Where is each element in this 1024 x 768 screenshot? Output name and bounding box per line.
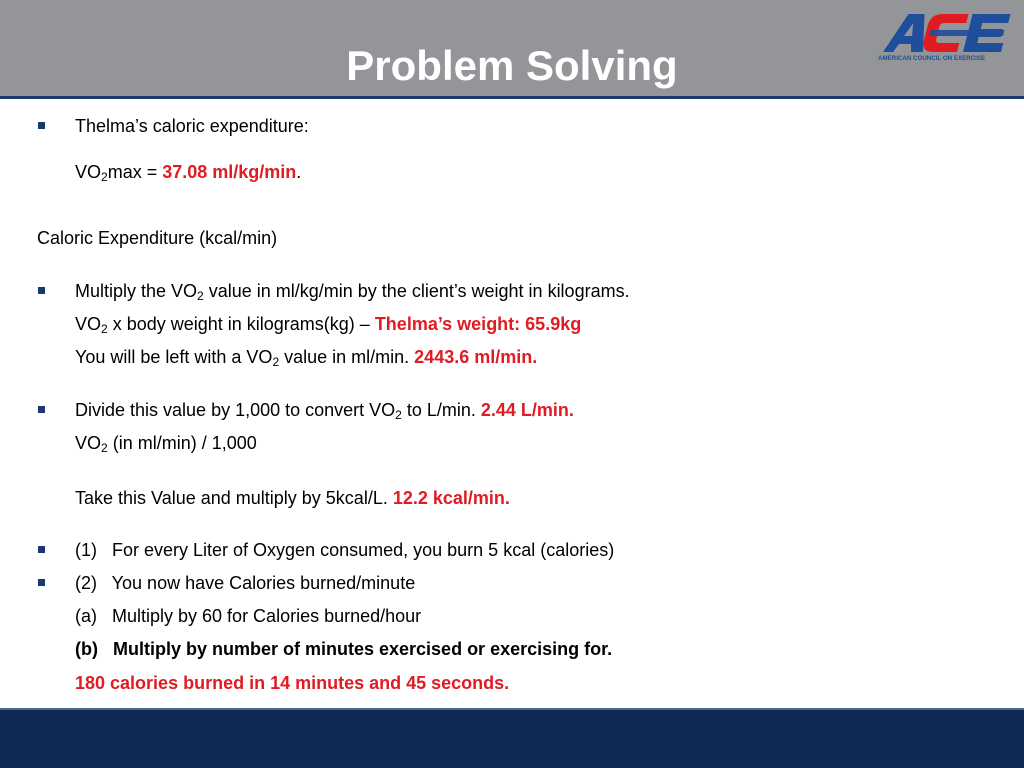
text-vo2max: $VO_2\max = 37.08$ ml/kg/min. <box>75 162 302 184</box>
bullet-marker <box>38 406 45 413</box>
bullet-marker <box>38 546 45 553</box>
text-thelma-caloric: Thelma’s caloric expenditure: <box>75 116 309 136</box>
text-divide-1000: Divide this value by 1,000 to convert $VO_2$ to L/min. 2.44 L/min. <box>75 400 574 422</box>
slide-title: Problem Solving <box>346 42 678 89</box>
text-step-1: (1) For every Liter of Oxygen consumed, you burn 5 kcal (calories) <box>75 540 615 560</box>
logo-tagline: AMERICAN COUNCIL ON EXERCISE <box>878 55 986 62</box>
heading-caloric-expenditure: Caloric Expenditure (kcal/min) <box>37 228 278 248</box>
title-divider <box>0 96 1024 99</box>
text-vo2-divided: $VO_2$ (in ml/min) / 1,000 <box>75 433 257 455</box>
highlight-ml-per-min: 2443.6 ml/min. <box>414 347 538 367</box>
highlight-weight: Thelma’s weight: 65.9kg <box>374 314 582 334</box>
text-ml-per-min: You will be left with a $VO_2$ value in ml/min. 2443.6 ml/min. <box>75 347 538 369</box>
highlight-kcal-per-min: 12.2 kcal/min. <box>392 488 510 508</box>
highlight-vo2max-value: 37.08 ml/kg/min <box>162 162 297 182</box>
bullet-marker <box>38 122 45 129</box>
ace-logo <box>872 8 1016 62</box>
bullet-marker <box>38 287 45 294</box>
text-step-2b: (b) Multiply by number of minutes exercised or exercising for. <box>75 639 613 659</box>
footer-bar <box>0 708 1024 768</box>
highlight-l-per-min: 2.44 L/min. <box>480 400 574 420</box>
text-multiply-vo2: Multiply the $VO_2$ value in ml/kg/min by the client’s weight in kilograms. <box>75 281 630 303</box>
text-body-weight: $VO_2$ x body weight in kilograms(kg) – Thelma’s weight: 65.9kg <box>75 314 582 336</box>
text-step-2: (2) You now have Calories burned/minute <box>75 573 416 593</box>
bullet-marker <box>38 579 45 586</box>
text-step-2a: (a) Multiply by 60 for Calories burned/hour <box>75 606 422 626</box>
text-result: 180 calories burned in 14 minutes and 45 seconds. <box>75 673 510 693</box>
text-multiply-5kcal: Take this Value and multiply by 5kcal/L. 12.2 kcal/min. <box>75 488 510 508</box>
